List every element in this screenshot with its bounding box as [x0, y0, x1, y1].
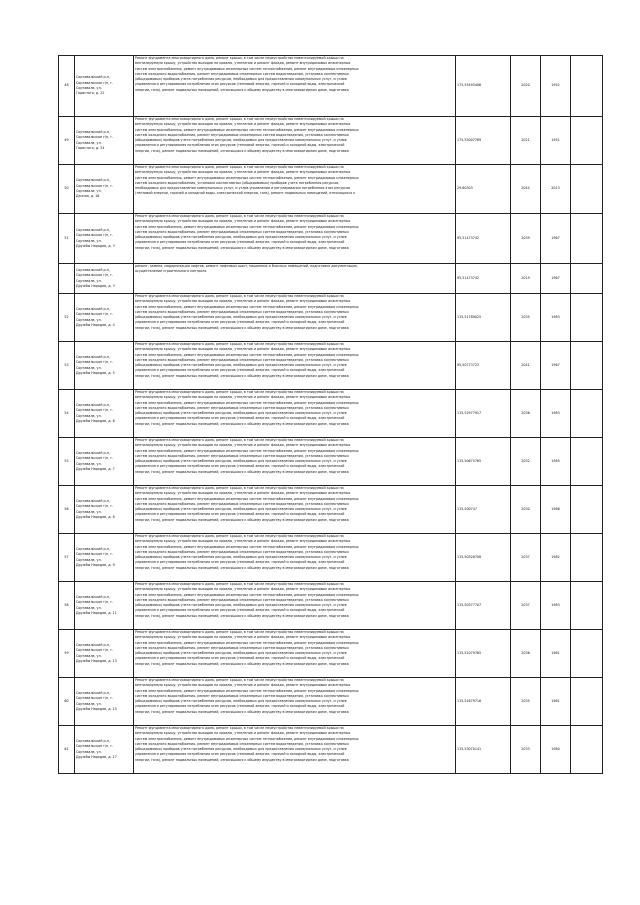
address-line: Сортавальский р-н,: [76, 450, 110, 455]
address-line: Дачная, д. 16: [76, 194, 100, 199]
address-line: Сортавальское г/п, г.: [76, 80, 114, 85]
planned-year-cell: 2021: [511, 117, 541, 165]
address-line: Сортавала, ул.: [76, 140, 102, 145]
planned-year-cell: 2044: [511, 165, 541, 214]
empty-cell: [571, 390, 603, 438]
row-number-cell: 52: [59, 294, 75, 342]
row-number-cell: 49: [59, 117, 75, 165]
empty-cell: [571, 630, 603, 678]
table-row: [59, 56, 603, 117]
built-year-cell: 1952: [541, 56, 571, 117]
table-row: [59, 342, 603, 390]
address-cell: [75, 165, 134, 214]
row-number-cell: 61: [59, 726, 75, 774]
address-line: Сортавала, ул.: [76, 461, 102, 466]
address-line: Сортавала, ул.: [76, 701, 102, 706]
row-number-cell: 56: [59, 486, 75, 534]
built-year-cell: 1983: [541, 294, 571, 342]
cost-cell: 115,52977917: [456, 390, 511, 438]
address-line: Дружбы Народов, д. 3: [76, 243, 115, 248]
table-row: [59, 117, 603, 165]
table-row: [59, 165, 603, 214]
empty-cell: [571, 294, 603, 342]
address-line: Сортавальское г/п, г.: [76, 600, 114, 605]
address-line: Сортавала, ул.: [76, 365, 102, 370]
cost-cell: 115,50377707: [456, 582, 511, 630]
address-line: Сортавальский р-н,: [76, 546, 110, 551]
address-line: Дружбы Народов, д. 8: [76, 514, 115, 519]
cost-cell: 29,60303: [456, 165, 511, 214]
built-year-cell: 1982: [541, 534, 571, 582]
cost-cell: 115,53070141: [456, 726, 511, 774]
table-row: [59, 264, 603, 294]
address-line: Сортавальское г/п, г.: [76, 312, 114, 317]
address-line: Сортавала, ул.: [76, 413, 102, 418]
works-description-cell: Ремонт фундамента многоквартирного дома, ремонт крыши, в том числе переустройство невентилируемой крыши на вентилируемую крышу, устройство выходов на кровлю, утепление и ремонт фасада, ремонт внутридомовых инженерных систем электроснабжения, ремонт внутридомовых инженерных систем теплоснабжения, ремонт внутридомовых инженерных систем холодного водоснабжения, ремонт внутридомовых инженерных систем водоотведения, установка коллективных (общедомовых) приборов учета потребления ресурсов, необходимых для предоставления коммунальных услуг, и узлов управления и регулирования потребления этих ресурсов (тепловой энергии, горячей и холодной воды, электрической энергии, газа), ремонт подвальных помещений, относящихся к общему имуществу в многоквартирном доме, подготовка: [134, 390, 456, 438]
planned-year-cell: 2037: [511, 582, 541, 630]
planned-year-cell: 2032: [511, 438, 541, 486]
row-number-cell: 55: [59, 438, 75, 486]
row-number-cell: 48: [59, 56, 75, 117]
address-line: Сортавала, ул.: [76, 86, 102, 90]
table-row: [59, 534, 603, 582]
address-cell: [75, 582, 134, 630]
table-row: [59, 630, 603, 678]
row-number-cell: 54: [59, 390, 75, 438]
address-line: Дружбы Народов, д. 5: [76, 370, 115, 375]
table-row: [59, 214, 603, 264]
built-year-cell: 1951: [541, 117, 571, 165]
address-line: Сортавальский р-н,: [76, 129, 110, 134]
built-year-cell: 1981: [541, 630, 571, 678]
address-line: Дружбы Народов, д. 7: [76, 466, 115, 471]
address-line: Дружбы Народов, д. 4: [76, 322, 115, 327]
address-line: Сортавальский р-н,: [76, 594, 110, 599]
address-cell: [75, 390, 134, 438]
works-description-cell: Ремонт фундамента многоквартирного дома, ремонт крыши, в том числе переустройство невентилируемой крыши на вентилируемую крышу, устройство выходов на кровлю, утепление и ремонт фасада, ремонт внутридомовых инженерных систем электроснабжения, ремонт внутридомовых инженерных систем теплоснабжения, ремонт внутридомовых инженерных систем холодного водоснабжения, ремонт внутридомовых инженерных систем водоотведения, установка коллективных (общедомовых) приборов учета потребления ресурсов, необходимых для предоставления коммунальных услуг, и узлов управления и регулирования потребления этих ресурсов (тепловой энергии, горячей и холодной воды, электрической энергии, газа), ремонт подвальных помещений, относящихся к общему имуществу в многоквартирном доме, подготовка: [134, 486, 456, 534]
empty-cell: [571, 264, 603, 294]
planned-year-cell: 2019: [511, 264, 541, 294]
table-row: [59, 294, 603, 342]
address-line: Сортавальский р-н,: [76, 354, 110, 359]
empty-cell: [571, 117, 603, 165]
address-line: Сортавальское г/п, г.: [76, 135, 114, 140]
works-description-cell: Ремонт фундамента многоквартирного дома, ремонт крыши, в том числе переустройство невентилируемой крыши на вентилируемую крышу, устройство выходов на кровлю, утепление и ремонт фасада, ремонт внутридомовых инженерных систем электроснабжения, ремонт внутридомовых инженерных систем теплоснабжения, ремонт внутридомовых инженерных систем холодного водоснабжения, ремонт внутридомовых инженерных систем водоотведения, установка коллективных (общедомовых) приборов учета потребления ресурсов, необходимых для предоставления коммунальных услуг, и узлов управления и регулирования потребления этих ресурсов (тепловой энергии, горячей и холодной воды, электрической энергии, газа), ремонт подвальных помещений, относящихся к общему имуществу в многоквартирном доме, подготовка: [134, 582, 456, 630]
table-row: [59, 678, 603, 726]
works-description-cell: Ремонт фундамента многоквартирного дома, ремонт крыши, в том числе переустройство невентилируемой крыши на вентилируемую крышу, устройство выходов на кровлю, утепление и ремонт фасада, ремонт внутридомовых инженерных систем электроснабжения, ремонт внутридомовых инженерных систем теплоснабжения, ремонт внутридомовых инженерных систем холодного водоснабжения, ремонт внутридомовых инженерных систем водоотведения, установка коллективных (общедомовых) приборов учета потребления ресурсов, необходимых для предоставления коммунальных услуг, и узлов управления и регулирования потребления этих ресурсов (тепловой энергии, горячей и холодной воды, электрической энергии, газа), ремонт подвальных помещений, относящихся к общему имуществу в многоквартирном доме, подготовка: [134, 117, 456, 165]
address-line: Сортавальское г/п, г.: [76, 456, 114, 461]
cost-cell: 95,51473742: [456, 264, 511, 294]
address-line: Сортавальский р-н,: [76, 178, 110, 183]
cost-cell: 95,50773723: [456, 342, 511, 390]
address-line: Дружбы Народов, д. 6: [76, 418, 115, 423]
address-cell: [75, 214, 134, 264]
works-description-cell: Ремонт фундамента многоквартирного дома, ремонт крыши, в том числе переустройство невентилируемой крыши на вентилируемую крышу, устройство выходов на кровлю, утепление и ремонт фасада, ремонт внутридомовых инженерных систем электроснабжения, ремонт внутридомовых инженерных систем теплоснабжения, ремонт внутридомовых инженерных систем холодного водоснабжения, ремонт внутридомовых инженерных систем водоотведения, установка коллективных (общедомовых) приборов учета потребления ресурсов, необходимых для предоставления коммунальных услуг, и узлов управления и регулирования потребления этих ресурсов (тепловой энергии, горячей и холодной воды, электрической энергии, газа), ремонт подвальных помещений, относящихся к общему имуществу в многоквартирном доме, подготовка: [134, 214, 456, 264]
cost-cell: 175,55007769: [456, 117, 511, 165]
works-description-cell: ремонт, замена, модернизация лифтов, ремонт лифтовых шахт, машинных и блочных помещений, подготовка документации, осуществление строительного контроля: [134, 264, 456, 294]
address-line: Сортавальское г/п, г.: [76, 360, 114, 365]
built-year-cell: 1983: [541, 582, 571, 630]
address-line: Сортавала, ул.: [76, 238, 102, 243]
works-description-cell: Ремонт фундамента многоквартирного дома, ремонт крыши, в том числе переустройство невентилируемой крыши на вентилируемую крышу, устройство выходов на кровлю, утепление и ремонт фасада, ремонт внутридомовых инженерных систем электроснабжения, ремонт внутридомовых инженерных систем теплоснабжения, ремонт внутридомовых инженерных систем холодного водоснабжения, ремонт внутридомовых инженерных систем водоотведения, установка коллективных (общедомовых) приборов учета потребления ресурсов, необходимых для предоставления коммунальных услуг, и узлов управления и регулирования потребления этих ресурсов (тепловой энергии, горячей и холодной воды, электрической энергии, газа), ремонт подвальных помещений, относящихся к общему имуществу в многоквартирном доме, подготовка: [134, 630, 456, 678]
empty-cell: [571, 678, 603, 726]
address-line: Дружбы Народов, д. 15: [76, 706, 117, 711]
cost-cell: 115,51679716: [456, 678, 511, 726]
works-description-cell: Ремонт фундамента многоквартирного дома, ремонт крыши, в том числе переустройство невентилируемой крыши на вентилируемую крышу, устройство выходов на кровлю, утепление и ремонт фасада, ремонт внутридомовых инженерных систем электроснабжения, ремонт внутридомовых инженерных систем теплоснабжения, ремонт внутридомовых инженерных систем холодного водоснабжения, ремонт внутридомовых инженерных систем водоотведения, установка коллективных (общедомовых) приборов учета потребления ресурсов, необходимых для предоставления коммунальных услуг, и узлов управления и регулирования потребления этих ресурсов (тепловой энергии, горячей и холодной воды, электрической энергии, газа), ремонт подвальных помещений, относящихся к общему имуществу в многоквартирном доме, подготовка: [134, 438, 456, 486]
address-line: Сортавальский р-н,: [76, 402, 110, 407]
works-description-cell: Ремонт фундамента многоквартирного дома, ремонт крыши, в том числе переустройство невентилируемой крыши на вентилируемую крышу, устройство выходов на кровлю, утепление и ремонт фасада, ремонт внутридомовых инженерных систем электроснабжения, ремонт внутридомовых инженерных систем теплоснабжения, ремонт внутридомовых инженерных систем холодного водоснабжения, ремонт внутридомовых инженерных систем водоотведения, установка коллективных (общедомовых) приборов учета потребления ресурсов, необходимых для предоставления коммунальных услуг, и узлов управления и регулирования потребления этих ресурсов (тепловой энергии, горячей и холодной воды, электрической энергии, газа), ремонт подвальных помещений, относящихся к общему имуществу в многоквартирном доме, подготовка: [134, 678, 456, 726]
cost-cell: 115,500747: [456, 486, 511, 534]
table-body: [59, 56, 603, 774]
address-line: Дружбы Народов, д. 11: [76, 610, 117, 615]
document-sheet: [58, 55, 602, 774]
built-year-cell: 1981: [541, 678, 571, 726]
works-description-cell: Ремонт фундамента многоквартирного дома, ремонт крыши, в том числе переустройство невентилируемой крыши на вентилируемую крышу, устройство выходов на кровлю, утепление и ремонт фасада, ремонт внутридомовых инженерных систем электроснабжения, ремонт внутридомовых инженерных систем теплоснабжения, ремонт внутридомовых инженерных систем холодного водоснабжения, ремонт внутридомовых инженерных систем водоотведения, установка коллективных (общедомовых) приборов учета потребления ресурсов, необходимых для предоставления коммунальных услуг, и узлов управления и регулирования потребления этих ресурсов (тепловой энергии, горячей и холодной воды, электрической энергии, газа), ремонт подвальных помещений, относящихся к общему имуществу в многоквартирном доме, подготовка: [134, 534, 456, 582]
address-line: Сортавальский р-н,: [76, 75, 110, 80]
address-line: Дружбы Народов, д. 17: [76, 754, 117, 759]
row-number-cell: 57: [59, 534, 75, 582]
planned-year-cell: 2030: [511, 486, 541, 534]
row-number-cell: 58: [59, 582, 75, 630]
empty-cell: [571, 726, 603, 774]
planned-year-cell: 2020: [511, 56, 541, 117]
address-cell: [75, 264, 134, 294]
repair-schedule-table: [58, 55, 603, 774]
address-line: Сортавальский р-н,: [76, 227, 110, 232]
empty-cell: [571, 56, 603, 117]
address-cell: [75, 486, 134, 534]
cost-cell: 115,50675765: [456, 438, 511, 486]
planned-year-cell: 2036: [511, 390, 541, 438]
built-year-cell: 2013: [541, 165, 571, 214]
works-description-cell: Ремонт фундамента многоквартирного дома, ремонт крыши, в том числе переустройство невентилируемой крыши на вентилируемую крышу, устройство выходов на кровлю, утепление и ремонт фасада, ремонт внутридомовых инженерных систем электроснабжения, ремонт внутридомовых инженерных систем теплоснабжения, ремонт внутридомовых инженерных систем холодного водоснабжения, ремонт внутридомовых инженерных систем водоотведения, установка коллективных (общедомовых) приборов учета потребления ресурсов, необходимых для предоставления коммунальных услуг, и узлов управления и регулирования потребления этих ресурсов (тепловой энергии, горячей и холодной воды, электрической энергии, газа), ремонт подвальных помещений, относящихся к общему имуществу в многоквартирном доме, подготовка: [134, 294, 456, 342]
address-line: Сортавала, ул.: [76, 509, 102, 514]
built-year-cell: 1986: [541, 486, 571, 534]
table-row: [59, 390, 603, 438]
empty-cell: [571, 486, 603, 534]
address-line: Сортавальское г/п, г.: [76, 504, 114, 509]
address-line: Сортавальское г/п, г.: [76, 233, 114, 238]
cost-cell: 115,50328708: [456, 534, 511, 582]
address-line: Сортавальское г/п, г.: [76, 183, 114, 188]
address-line: Сортавальский р-н,: [76, 267, 110, 272]
built-year-cell: 1967: [541, 214, 571, 264]
planned-year-cell: 2035: [511, 678, 541, 726]
address-cell: [75, 534, 134, 582]
address-cell: [75, 438, 134, 486]
cost-cell: 115,51789025: [456, 294, 511, 342]
address-line: Сортавала, ул.: [76, 278, 102, 283]
address-line: Сортавальское г/п, г.: [76, 744, 114, 749]
empty-cell: [571, 214, 603, 264]
empty-cell: [571, 165, 603, 214]
address-line: Сортавала, ул.: [76, 189, 102, 193]
address-cell: [75, 56, 134, 117]
address-line: Сортавальское г/п, г.: [76, 696, 114, 701]
address-line: Сортавала, ул.: [76, 653, 102, 658]
planned-year-cell: 2035: [511, 294, 541, 342]
empty-cell: [571, 582, 603, 630]
built-year-cell: 1983: [541, 390, 571, 438]
address-line: Сортавальское г/п, г.: [76, 273, 114, 278]
works-description-cell: Ремонт фундамента многоквартирного дома, ремонт крыши, в том числе переустройство невентилируемой крыши на вентилируемую крышу, устройство выходов на кровлю, утепление и ремонт фасада, ремонт внутридомовых инженерных систем электроснабжения, ремонт внутридомовых инженерных систем теплоснабжения, ремонт внутридомовых инженерных систем холодного водоснабжения, ремонт внутридомовых инженерных систем водоотведения, установка коллективных (общедомовых) приборов учета потребления ресурсов, необходимых для предоставления коммунальных услуг, и узлов управления и регулирования потребления этих ресурсов (тепловой энергии, горячей и холодной воды, электрической энергии, газа), ремонт подвальных помещений, относящихся к общему имуществу в многоквартирном доме, подготовка: [134, 342, 456, 390]
planned-year-cell: 2039: [511, 214, 541, 264]
address-cell: [75, 630, 134, 678]
cost-cell: 115,51079765: [456, 630, 511, 678]
address-line: Гористого, д. 24: [76, 145, 105, 150]
table-row: [59, 582, 603, 630]
row-number-cell: 50: [59, 165, 75, 214]
address-cell: [75, 342, 134, 390]
address-line: Сортавала, ул.: [76, 557, 102, 562]
planned-year-cell: 2037: [511, 534, 541, 582]
address-line: Сортавала, ул.: [76, 749, 102, 754]
empty-cell: [571, 342, 603, 390]
address-line: Сортавальское г/п, г.: [76, 552, 114, 557]
address-line: Сортавала, ул.: [76, 317, 102, 322]
empty-cell: [571, 534, 603, 582]
planned-year-cell: 2036: [511, 630, 541, 678]
built-year-cell: 1967: [541, 264, 571, 294]
planned-year-cell: 2033: [511, 726, 541, 774]
row-number-cell: 59: [59, 630, 75, 678]
built-year-cell: 1985: [541, 438, 571, 486]
works-description-cell: Ремонт фундамента многоквартирного дома, ремонт крыши, в том числе переустройство невентилируемой крыши на вентилируемую крышу, устройство выходов на кровлю, утепление и ремонт фасада, ремонт внутридомовых инженерных систем электроснабжения, ремонт внутридомовых инженерных систем теплоснабжения, ремонт внутридомовых инженерных систем холодного водоснабжения, ремонт внутридомовых инженерных систем водоотведения, установка коллективных (общедомовых) приборов учета потребления ресурсов, необходимых для предоставления коммунальных услуг, и узлов управления и регулирования потребления этих ресурсов (тепловой энергии, горячей и холодной воды, электрической энергии, газа), ремонт подвальных помещений, относящихся к общему имуществу в многоквартирном доме, подготовка: [134, 56, 456, 117]
planned-year-cell: 2041: [511, 342, 541, 390]
row-number-cell: 51: [59, 214, 75, 264]
cost-cell: 95,51473742: [456, 214, 511, 264]
address-line: Сортавальский р-н,: [76, 690, 110, 695]
table-row: [59, 438, 603, 486]
empty-cell: [571, 438, 603, 486]
row-number-cell: [59, 264, 75, 294]
address-line: Сортавальское г/п, г.: [76, 408, 114, 413]
works-description-cell: Ремонт фундамента многоквартирного дома, ремонт крыши, в том числе переустройство невентилируемой крыши на вентилируемую крышу, устройство выходов на кровлю, утепление и ремонт фасада, ремонт внутридомовых инженерных систем электроснабжения, ремонт внутридомовых инженерных систем теплоснабжения, ремонт внутридомовых инженерных систем холодного водоснабжения, ремонт внутридомовых инженерных систем водоотведения, установка коллективных (общедомовых) приборов учета потребления ресурсов, необходимых для предоставления коммунальных услуг, и узлов управления и регулирования потребления этих ресурсов (тепловой энергии, горячей и холодной воды, электрической энергии, газа), ремонт подвальных помещений, относящихся к общему имуществу в многоквартирном доме, подготовка: [134, 726, 456, 774]
address-line: Дружбы Народов, д. 3: [76, 283, 115, 288]
works-description-cell: Ремонт фундамента многоквартирного дома, ремонт крыши, в том числе переустройство невентилируемой крыши на вентилируемую крышу, устройство выходов на кровлю, утепление и ремонт фасада, ремонт внутридомовых инженерных систем электроснабжения, ремонт внутридомовых инженерных систем теплоснабжения, ремонт внутридомовых инженерных систем холодного водоснабжения, установка коллективных (общедомовых) приборов учета потребления ресурсов, необходимых для предоставления коммунальных услуг, и узлов управления и регулирования потребления этих ресурсов (тепловой энергии, горячей и холодной воды, электрической энергии, газа), ремонт подвальных помещений, относящихся к: [134, 165, 456, 214]
row-number-cell: 60: [59, 678, 75, 726]
cost-cell: 175,55493406: [456, 56, 511, 117]
address-line: Сортавальский р-н,: [76, 738, 110, 743]
address-line: Гористого, д. 22: [76, 91, 105, 96]
table-row: [59, 726, 603, 774]
address-line: Дружбы Народов, д. 13: [76, 658, 117, 663]
built-year-cell: 1967: [541, 342, 571, 390]
address-line: Сортавальское г/п, г.: [76, 648, 114, 653]
address-line: Сортавала, ул.: [76, 605, 102, 610]
built-year-cell: 1980: [541, 726, 571, 774]
address-cell: [75, 294, 134, 342]
address-cell: [75, 726, 134, 774]
address-cell: [75, 117, 134, 165]
address-line: Сортавальский р-н,: [76, 306, 110, 311]
row-number-cell: 53: [59, 342, 75, 390]
address-line: Сортавальский р-н,: [76, 642, 110, 647]
table-row: [59, 486, 603, 534]
address-line: Сортавальский р-н,: [76, 498, 110, 503]
address-line: Дружбы Народов, д. 9: [76, 562, 115, 567]
address-cell: [75, 678, 134, 726]
